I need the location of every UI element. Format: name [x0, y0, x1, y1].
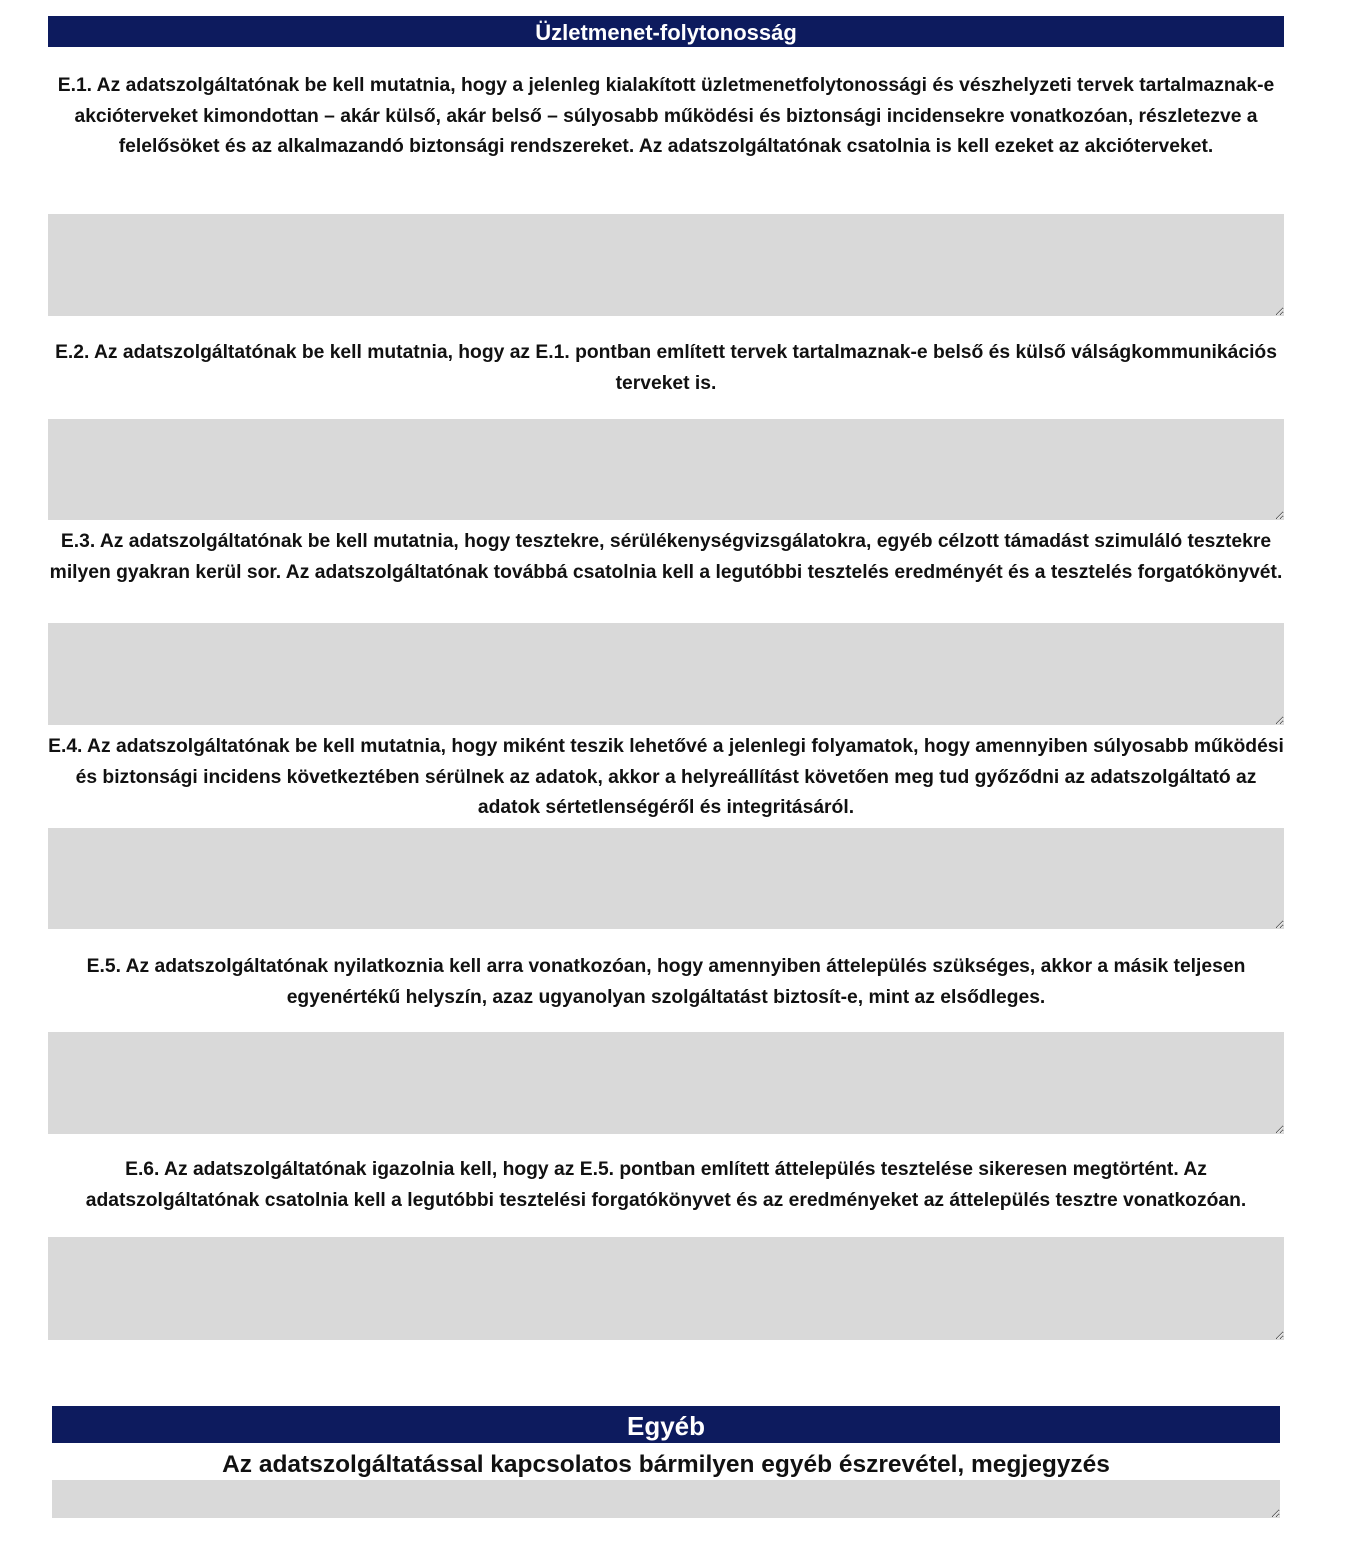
other-remarks-field[interactable]	[52, 1480, 1280, 1518]
answer-field-e4[interactable]	[48, 828, 1284, 929]
answer-field-e2[interactable]	[48, 419, 1284, 520]
section-header-other: Egyéb	[52, 1406, 1280, 1443]
question-e6: E.6. Az adatszolgáltatónak igazolnia kell, hogy az E.5. pontban említett áttelepülés tesztelése sikeresen megtörtént. Az adatszolgáltatónak csatolnia kell a legutóbbi tesztelési forgatókönyvet és az eredményeket az áttelepülés tesztre vonatkozóan.	[85, 1159, 1247, 1211]
question-e4: E.4. Az adatszolgáltatónak be kell mutatnia, hogy miként teszik lehetővé a jelenlegi folyamatok, hogy amennyiben súlyosabb működési és biztonsági incidens következtében sérülnek az adatok, akkor a helyreállítást követően meg tud győződni az adatszolgáltató az adatok sértetlenségéről és integritásáról.	[48, 736, 1284, 818]
answer-field-e3[interactable]	[48, 623, 1284, 725]
question-e5: E.5. Az adatszolgáltatónak nyilatkoznia kell arra vonatkozóan, hogy amennyiben áttelepülés szükséges, akkor a másik teljesen egyenértékű helyszín, azaz ugyanolyan szolgáltatást biztosít-e, mint az elsődleges.	[86, 956, 1246, 1008]
answer-field-e5[interactable]	[48, 1032, 1284, 1134]
answer-field-e6[interactable]	[48, 1237, 1284, 1340]
other-remarks-label: Az adatszolgáltatással kapcsolatos bármilyen egyéb észrevétel, megjegyzés	[222, 1451, 1110, 1478]
answer-field-e1[interactable]	[48, 214, 1284, 316]
question-e1: E.1. Az adatszolgáltatónak be kell mutatnia, hogy a jelenleg kialakított üzletmenetfolytonossági és vészhelyzeti tervek tartalmaznak-e akcióterveket kimondottan – akár külső, akár belső – súlyosabb működési és biztonsági incidensekre vonatkozóan, részletezve a felelősöket és az alkalmazandó biztonsági rendszereket. Az adatszolgáltatónak csatolnia is kell ezeket az akcióterveket.	[57, 75, 1275, 157]
question-e2: E.2. Az adatszolgáltatónak be kell mutatnia, hogy az E.1. pontban említett tervek tartalmaznak-e belső és külső válságkommunikációs terveket is.	[55, 342, 1277, 394]
section-header-business-continuity: Üzletmenet-folytonosság	[48, 16, 1284, 47]
question-e3: E.3. Az adatszolgáltatónak be kell mutatnia, hogy tesztekre, sérülékenységvizsgálatokra, egyéb célzott támadást szimuláló tesztekre milyen gyakran kerül sor. Az adatszolgáltatónak továbbá csatolnia kell a legutóbbi tesztelés eredményét és a tesztelés forgatókönyvét.	[49, 531, 1283, 583]
